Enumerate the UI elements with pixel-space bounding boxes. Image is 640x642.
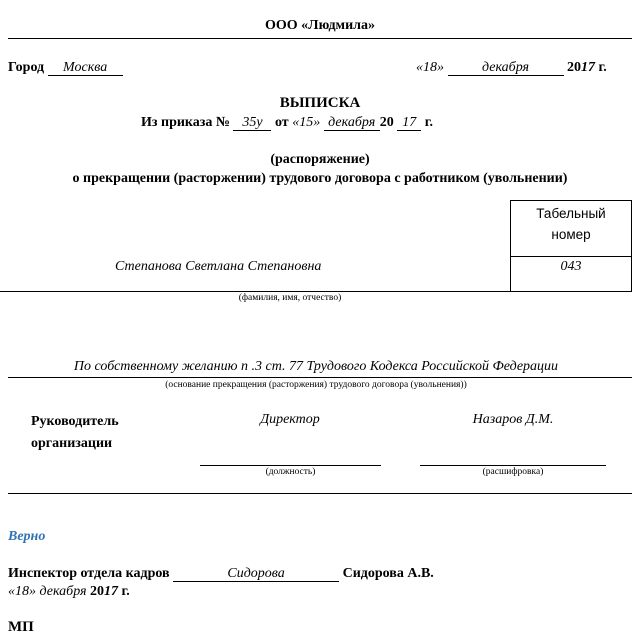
document-subtitle: (распоряжение)	[270, 152, 370, 167]
date-year-prefix: 20	[567, 60, 581, 75]
reason-caption: (основание прекращения (расторжения) трудового договора (увольнения))	[165, 380, 467, 390]
order-quote-open: «	[292, 115, 300, 130]
verified-label: Верно	[8, 529, 46, 544]
stamp-label: МП	[8, 619, 34, 635]
employee-name: Степанова Светлана Степановна	[115, 259, 322, 274]
head-label-line2: организации	[31, 436, 113, 451]
inspector-label: Инспектор отдела кадров	[8, 566, 170, 581]
employee-name-caption: (фамилия, имя, отчество)	[238, 293, 342, 303]
order-quote-close: »	[313, 115, 321, 130]
signature-line	[420, 465, 606, 466]
inspector-date-day: 18	[15, 584, 29, 599]
inspector-date	[8, 584, 130, 600]
dismissal-reason: По собственному желанию п .3 ст. 77 Трудового Кодекса Российской Федерации	[73, 359, 559, 374]
reason-line	[8, 377, 632, 378]
order-month: декабря	[324, 115, 380, 131]
inspector-name: Сидорова А.В.	[342, 566, 434, 581]
tab-number-cell	[510, 256, 632, 292]
order-day: 15	[299, 115, 314, 130]
date-quote-close: »	[437, 60, 444, 75]
date-year-suffix: 17	[581, 60, 595, 75]
document-date	[416, 60, 607, 76]
document-subject: о прекращении (расторжении) трудового договора с работником (увольнении)	[72, 171, 568, 186]
city-value: Москва	[48, 60, 123, 76]
employee-name-line	[0, 291, 510, 292]
tab-number-value: 043	[560, 259, 582, 274]
order-from: от	[274, 115, 289, 130]
inspector-signature: Сидорова	[173, 566, 339, 582]
date-day: 18	[423, 60, 437, 75]
head-label	[31, 411, 119, 455]
inspector-date-quote-open: «	[8, 584, 15, 599]
head-signature-name: Назаров Д.М.	[472, 412, 554, 427]
inspector-date-year-suffix: 17	[104, 584, 119, 599]
order-line	[141, 115, 433, 131]
date-quote-open: «	[416, 60, 423, 75]
head-divider	[8, 493, 632, 494]
document-title: ВЫПИСКА	[279, 95, 361, 111]
inspector-date-quote-close: »	[29, 584, 36, 599]
inspector-row	[8, 566, 434, 582]
header-divider	[8, 38, 632, 39]
tab-header-line2: номер	[551, 227, 591, 242]
signature-caption: (расшифровка)	[482, 467, 544, 477]
order-year-unit: г.	[424, 115, 433, 130]
order-number: 35у	[233, 115, 271, 131]
inspector-date-month: декабря	[39, 584, 87, 599]
inspector-date-year-prefix: 20	[90, 584, 105, 599]
head-position: Директор	[260, 412, 320, 427]
inspector-date-year-unit: г.	[121, 584, 130, 599]
tab-header-line1: Табельный	[536, 206, 606, 221]
position-line	[200, 465, 381, 466]
date-month: декабря	[448, 60, 564, 76]
order-year-suffix: 17	[397, 115, 421, 131]
tab-number-header	[510, 200, 632, 256]
order-year-prefix: 20	[379, 115, 394, 130]
order-prefix: Из приказа №	[141, 115, 230, 130]
organization-name: ООО «Людмила»	[264, 18, 376, 33]
city-label: Город	[8, 60, 45, 75]
date-year-unit: г.	[598, 60, 607, 75]
city-row	[8, 60, 123, 76]
head-label-line1: Руководитель	[31, 414, 119, 429]
position-caption: (должность)	[265, 467, 316, 477]
